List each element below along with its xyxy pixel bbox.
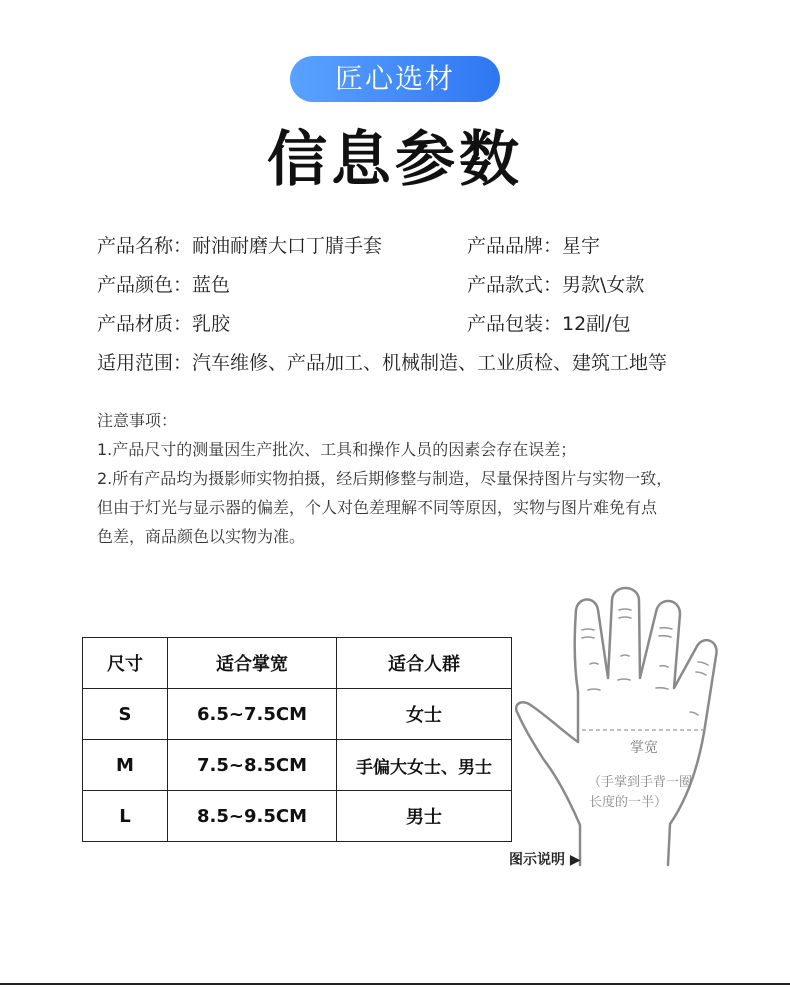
table-cell: L [83,791,168,842]
header-badge: 匠心选材 [290,56,500,102]
table-cell: 7.5~8.5CM [168,740,337,791]
header-cell: 尺寸 [83,638,168,689]
hand-outline-icon [516,588,716,865]
table-cell: M [83,740,168,791]
table-row [83,740,512,791]
table-cell: 手偏大女士、男士 [337,740,512,791]
param-style: 产品款式：男款\女款 [467,274,645,296]
notes-line: 2.所有产品均为摄影师实物拍摄，经后期修整与制造，尽量保持图片与实物一致， [97,469,673,488]
notes-section [97,406,672,551]
table-cell: 6.5~7.5CM [168,689,337,740]
table-cell: 女士 [337,689,512,740]
illustration-caption: 图示说明 ▶ [509,852,581,868]
hand-illustration [510,580,725,870]
table-row [83,689,512,740]
param-product-name: 产品名称：耐油耐磨大口丁腈手套 [97,235,383,257]
palm-width-desc: 长度的一半） [588,795,668,810]
bottom-divider [0,983,790,985]
param-material: 产品材质：乳胶 [97,313,231,335]
table-header-row [83,638,512,689]
table-cell: 男士 [337,791,512,842]
param-color: 产品颜色：蓝色 [97,274,231,296]
size-table [82,637,512,842]
param-package: 产品包装：12副/包 [467,313,631,335]
header-cell: 适合掌宽 [168,638,337,689]
notes-heading: 注意事项： [97,411,178,430]
param-brand: 产品品牌：星宇 [467,235,601,257]
header-cell: 适合人群 [337,638,512,689]
table-cell: S [83,689,168,740]
table-cell: 8.5~9.5CM [168,791,337,842]
notes-line: 但由于灯光与显示器的偏差，个人对色差理解不同等原因，实物与图片难免有点 [97,498,658,517]
page-title: 信息参数 [267,125,523,195]
palm-width-label: 掌宽 [630,740,658,756]
notes-line: 1.产品尺寸的测量因生产批次、工具和操作人员的因素会存在误差； [97,440,577,459]
notes-line: 色差，商品颜色以实物为准。 [97,527,306,546]
palm-width-desc: （手掌到手背一圈 [587,775,693,790]
table-row [83,791,512,842]
param-usage: 适用范围：汽车维修、产品加工、机械制造、工业质检、建筑工地等 [97,352,668,374]
